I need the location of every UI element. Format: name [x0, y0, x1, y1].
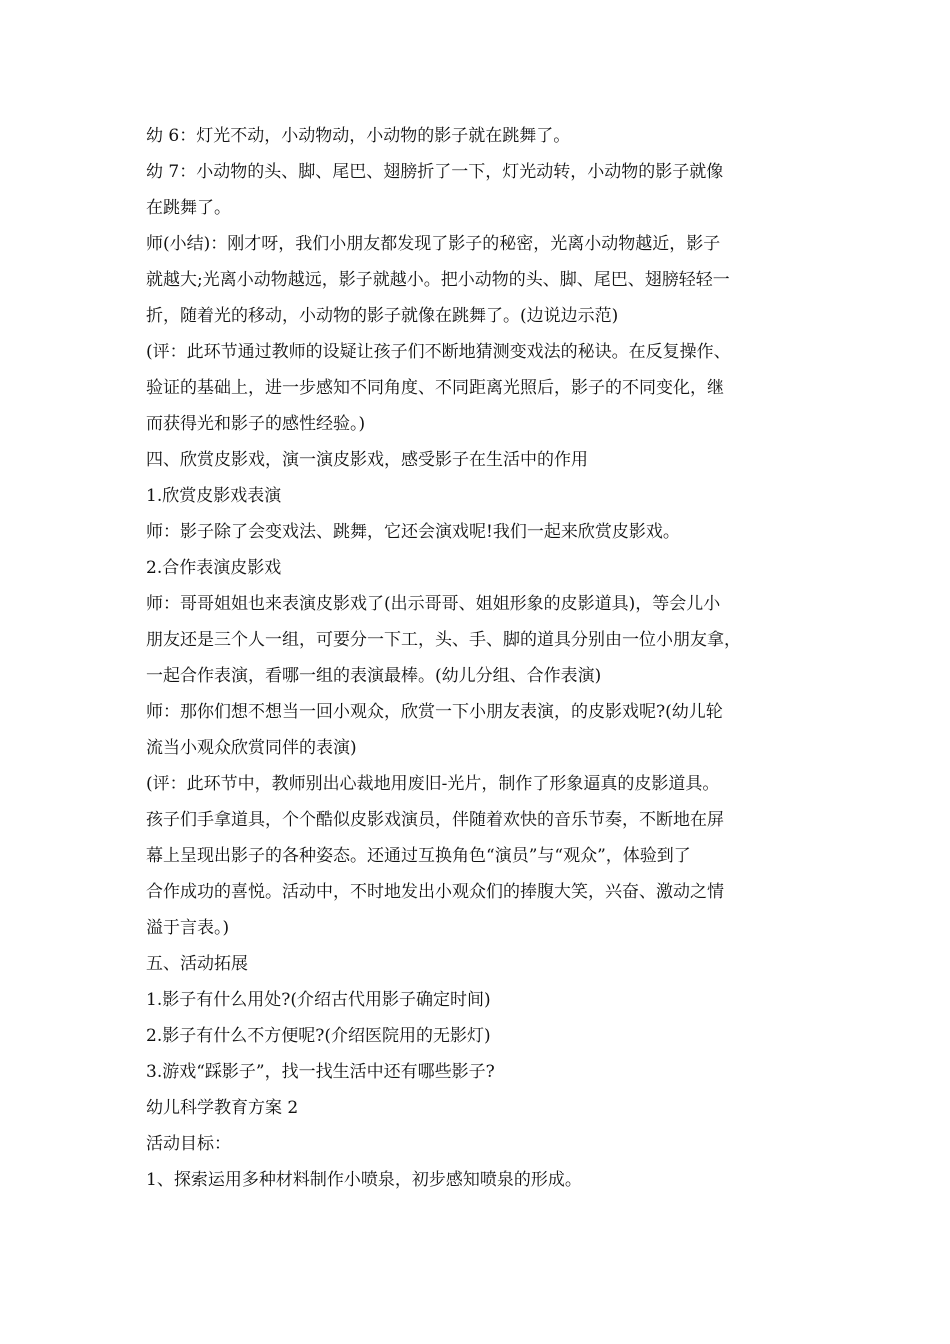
paragraph — [146, 1018, 816, 1054]
text-line: 而获得光和影子的感性经验。) — [146, 414, 366, 434]
text-line: (评：此环节中，教师别出心裁地用废旧-光片，制作了形象逼真的皮影道具。 — [146, 774, 720, 794]
text-line: 孩子们手拿道具，个个酷似皮影戏演员，伴随着欢快的音乐节奏，不断地在屏 — [146, 810, 724, 830]
document-body — [146, 118, 816, 1198]
paragraph — [146, 550, 816, 586]
text-line: 幕上呈现出影子的各种姿态。还通过互换角色“演员”与“观众”，体验到了 — [146, 846, 691, 866]
paragraph — [146, 226, 816, 334]
text-line: 1、探索运用多种材料制作小喷泉，初步感知喷泉的形成。 — [146, 1170, 582, 1190]
text-line: 2.影子有什么不方便呢?(介绍医院用的无影灯) — [146, 1026, 491, 1046]
text-line: 3.游戏“踩影子”，找一找生活中还有哪些影子? — [146, 1062, 495, 1082]
text-line: 2.合作表演皮影戏 — [146, 558, 282, 578]
paragraph — [146, 982, 816, 1018]
text-line: 幼儿科学教育方案 2 — [146, 1098, 299, 1118]
paragraph — [146, 514, 816, 550]
paragraph — [146, 478, 816, 514]
text-line: 师(小结)：刚才呀，我们小朋友都发现了影子的秘密，光离小动物越近，影子 — [146, 234, 721, 254]
text-line: (评：此环节通过教师的设疑让孩子们不断地猜测变戏法的秘诀。在反复操作、 — [146, 342, 731, 362]
paragraph — [146, 1162, 816, 1198]
paragraph — [146, 118, 816, 154]
text-line: 五、活动拓展 — [146, 954, 248, 974]
text-line: 溢于言表。) — [146, 918, 230, 938]
text-line: 就越大;光离小动物越远，影子就越小。把小动物的头、脚、尾巴、翅膀轻轻一 — [146, 270, 730, 290]
paragraph — [146, 1126, 816, 1162]
text-line: 四、欣赏皮影戏，演一演皮影戏，感受影子在生活中的作用 — [146, 450, 588, 470]
paragraph — [146, 1054, 816, 1090]
text-line: 1.欣赏皮影戏表演 — [146, 486, 282, 506]
text-line: 朋友还是三个人一组，可要分一下工，头、手、脚的道具分别由一位小朋友拿， — [146, 630, 741, 650]
paragraph — [146, 586, 816, 694]
text-line: 幼 6：灯光不动，小动物动，小动物的影子就在跳舞了。 — [146, 126, 571, 146]
paragraph — [146, 154, 816, 226]
text-line: 流当小观众欣赏同伴的表演) — [146, 738, 357, 758]
paragraph — [146, 442, 816, 478]
text-line: 1.影子有什么用处?(介绍古代用影子确定时间) — [146, 990, 491, 1010]
paragraph — [146, 694, 816, 766]
text-line: 师：影子除了会变戏法、跳舞，它还会演戏呢!我们一起来欣赏皮影戏。 — [146, 522, 680, 542]
paragraph — [146, 334, 816, 442]
text-line: 合作成功的喜悦。活动中，不时地发出小观众们的捧腹大笑，兴奋、激动之情 — [146, 882, 724, 902]
text-line: 师：哥哥姐姐也来表演皮影戏了(出示哥哥、姐姐形象的皮影道具)，等会儿小 — [146, 594, 721, 614]
text-line: 折，随着光的移动，小动物的影子就像在跳舞了。(边说边示范) — [146, 306, 619, 326]
text-line: 在跳舞了。 — [146, 198, 231, 218]
paragraph — [146, 946, 816, 982]
text-line: 验证的基础上，进一步感知不同角度、不同距离光照后，影子的不同变化，继 — [146, 378, 724, 398]
paragraph — [146, 766, 816, 946]
text-line: 幼 7：小动物的头、脚、尾巴、翅膀折了一下，灯光动转，小动物的影子就像 — [146, 162, 724, 182]
text-line: 一起合作表演，看哪一组的表演最棒。(幼儿分组、合作表演) — [146, 666, 602, 686]
text-line: 活动目标： — [146, 1134, 231, 1154]
text-line: 师：那你们想不想当一回小观众，欣赏一下小朋友表演，的皮影戏呢?(幼儿轮 — [146, 702, 723, 722]
paragraph — [146, 1090, 816, 1126]
